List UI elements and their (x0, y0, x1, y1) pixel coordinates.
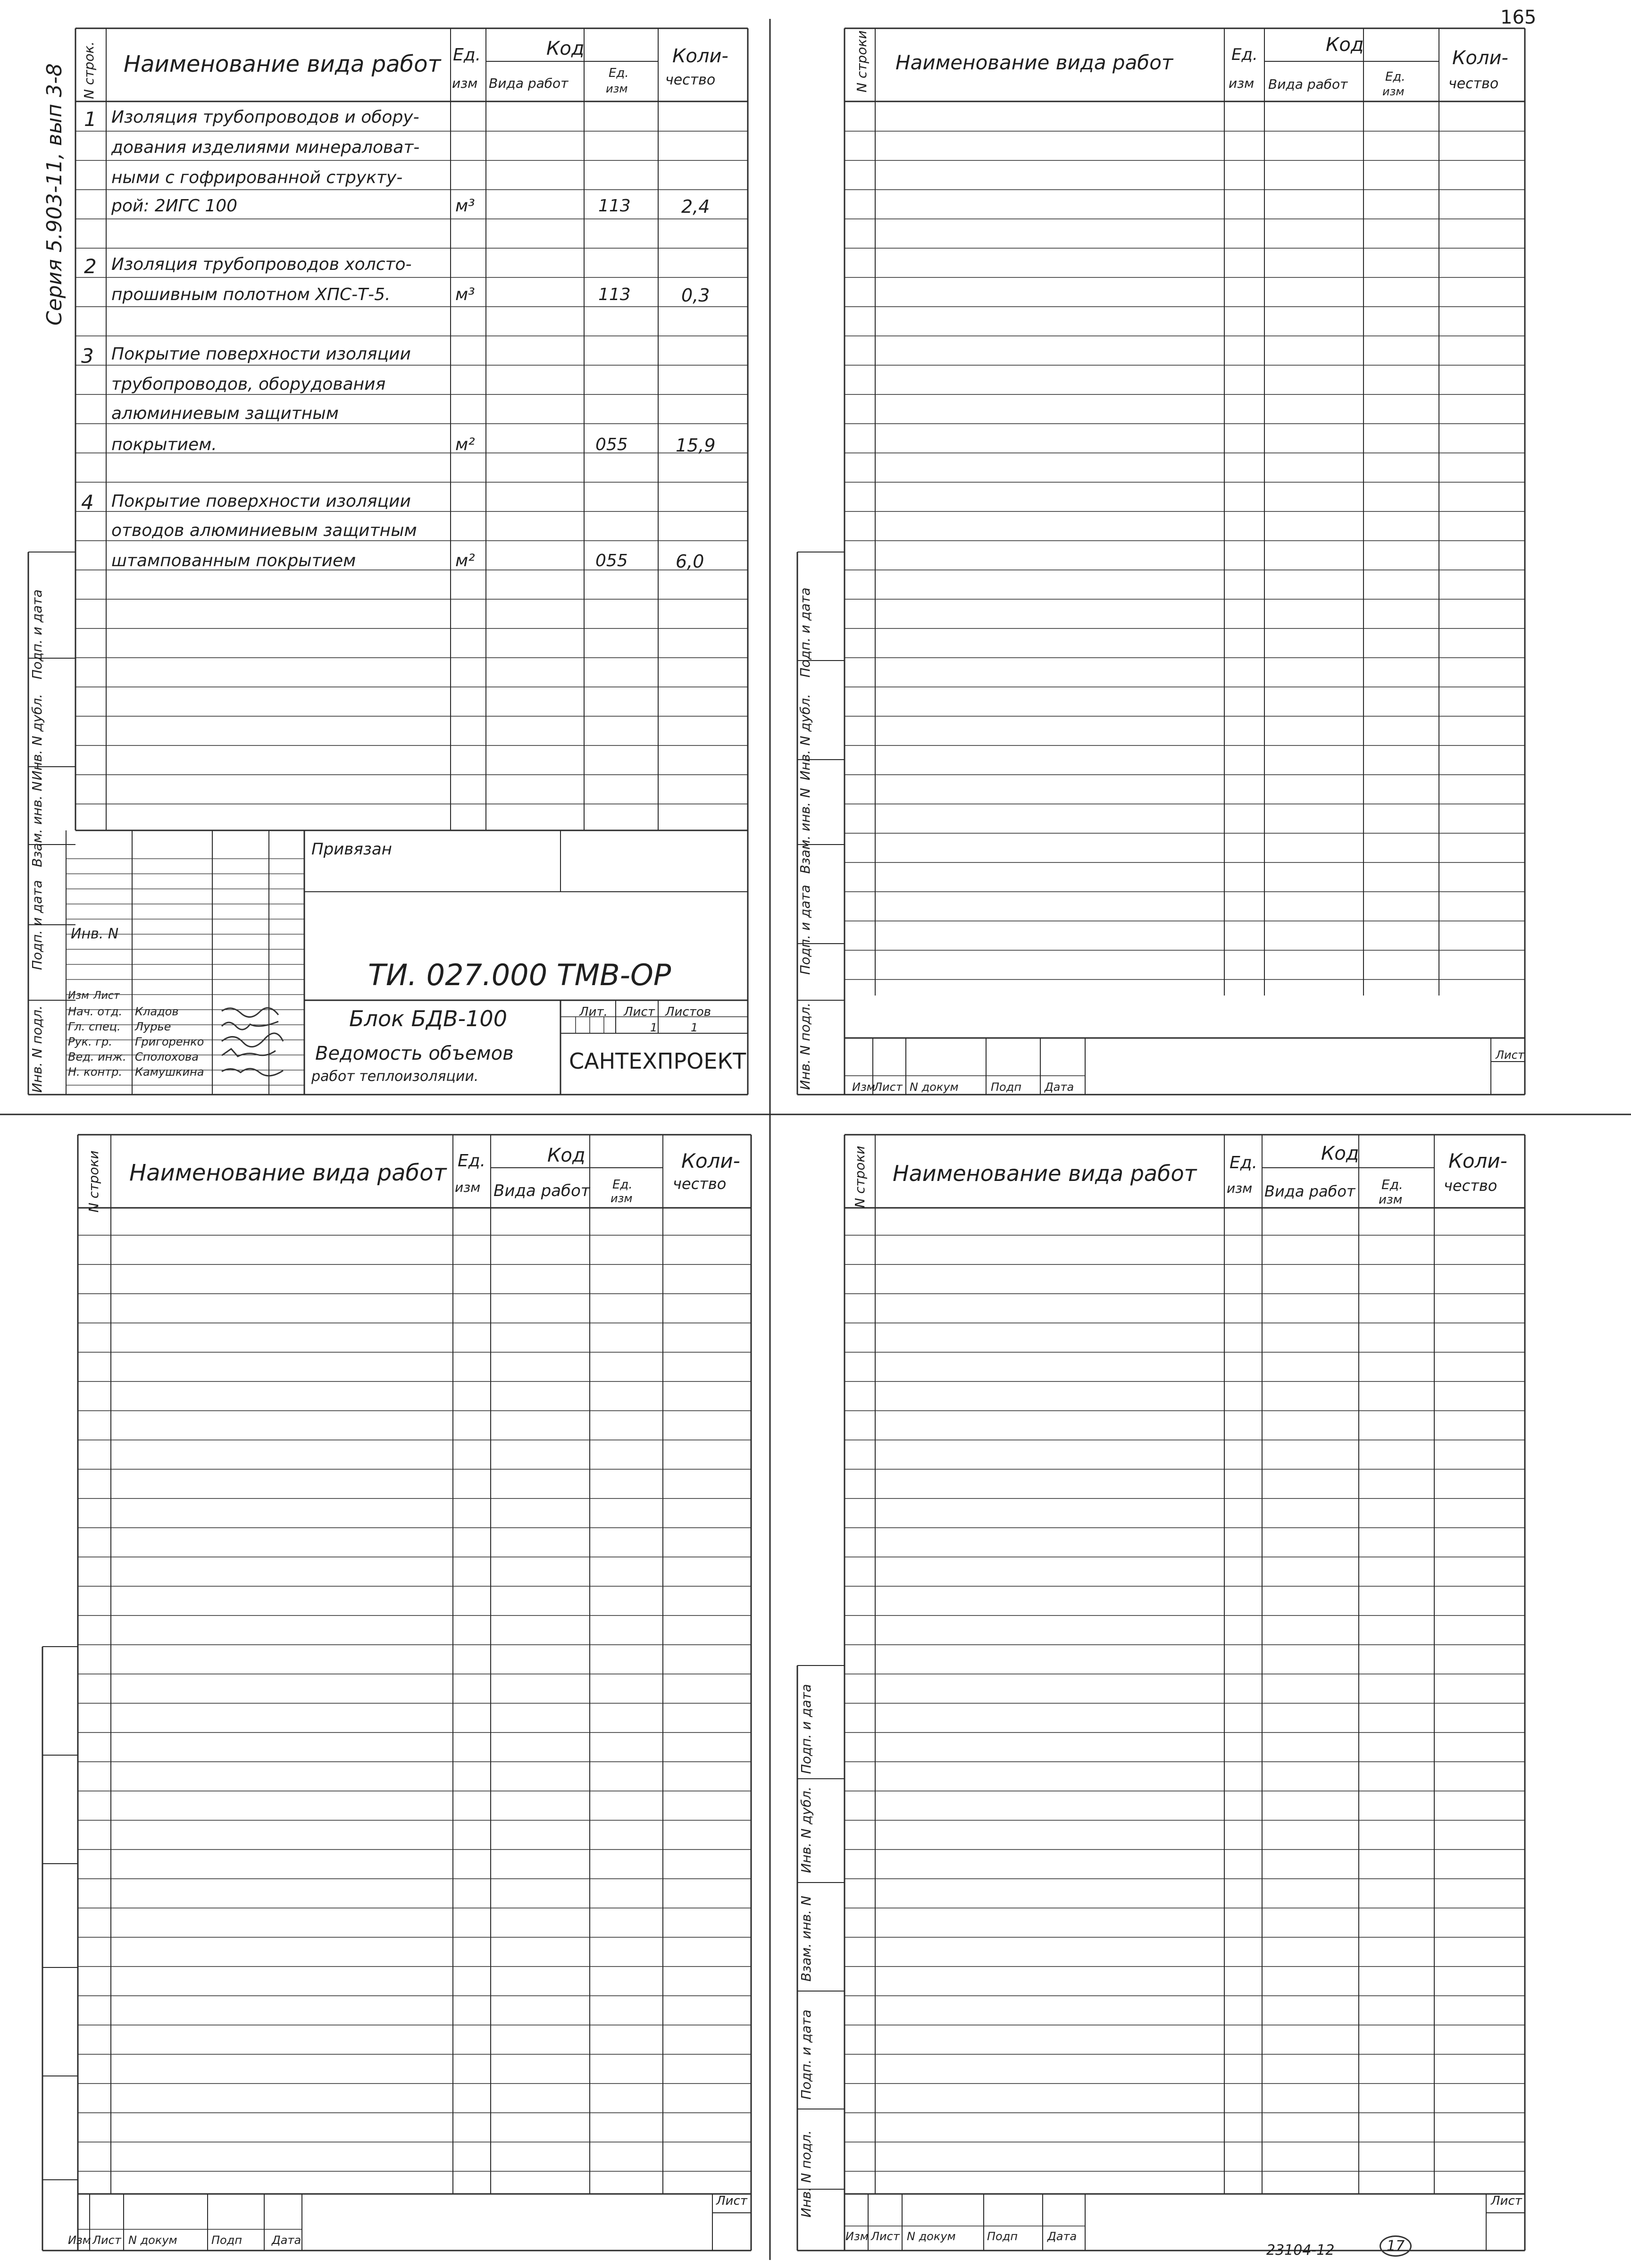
row-2-code-unit: 113 (598, 285, 631, 304)
stamp-vzam-inv: Взам. инв. N (29, 781, 45, 867)
stamp-podp-data-2: Подп. и дата (797, 587, 813, 678)
row-2-qty: 0,3 (681, 285, 710, 306)
tb-role-4: Вед. инж. (68, 1050, 126, 1063)
row-1-line-3: ными с гофрированной структу- (111, 168, 403, 187)
footer-izm: Изм (852, 1080, 875, 1094)
footer-podp: Подп (211, 2234, 243, 2247)
tb-role-2: Гл. спец. (68, 1020, 121, 1033)
row-4-line-3: штампованным покрытием (111, 551, 356, 570)
footer-podp: Подп (987, 2230, 1018, 2243)
stamp-podp-data: Подп. и дата (797, 885, 813, 975)
tb-name-3: Григоренко (135, 1035, 204, 1048)
row-3-no: 3 (81, 344, 94, 368)
tb-lit: Лит. (579, 1005, 608, 1019)
page-number: 165 (1500, 7, 1537, 28)
col-row-no-header: N строки (852, 1146, 868, 1208)
col-unit-header-2: изм (1227, 1180, 1253, 1196)
row-3-line-1: Покрытие поверхности изоляции (111, 344, 411, 364)
col-code-unit-header: Ед. (609, 66, 629, 80)
row-1-line-1: Изоляция трубопроводов и обору- (111, 108, 419, 127)
col-row-no-header: N строки (854, 30, 870, 92)
col-row-no-header: N строки (86, 1150, 101, 1213)
tb-role-3: Рук. гр. (68, 1035, 112, 1048)
col-qty-header-2: чество (1448, 75, 1499, 92)
row-4-unit: м² (455, 551, 475, 570)
tb-role-5: Н. контр. (68, 1065, 123, 1079)
tb-name-4: Сполохова (135, 1050, 199, 1063)
col-unit-header: Ед. (1231, 45, 1258, 64)
row-4-line-1: Покрытие поверхности изоляции (111, 492, 411, 511)
col-name-header: Наименование вида работ (895, 51, 1173, 74)
footer-list-right: Лист (1496, 1048, 1524, 1062)
stamp-vzam-inv: Взам. инв. N (797, 788, 813, 874)
tb-doc-title-2: работ теплоизоляции. (311, 1068, 479, 1085)
footer-n-dokum: N докум (910, 1080, 959, 1094)
row-1-line-4: рой: 2ИГС 100 (111, 196, 238, 216)
row-1-unit: м³ (455, 196, 475, 216)
stamp-inv-dubl: Инв. N дубл. (797, 694, 813, 780)
footer-izm: Изм (68, 2234, 91, 2247)
row-4-line-2: отводов алюминиевым защитным (111, 521, 417, 540)
tb-name-2: Лурье (135, 1020, 171, 1033)
col-code-unit-header-2: изм (1382, 85, 1405, 98)
row-2-no: 2 (84, 255, 97, 278)
footer-list: Лист (92, 2234, 121, 2247)
col-code-unit-header: Ед. (612, 1178, 633, 1192)
col-qty-header-2: чество (665, 72, 716, 88)
col-code-unit-header-2: изм (611, 1192, 633, 1205)
col-work-type-header: Вида работ (1264, 1182, 1355, 1200)
stamp-podp-data-2: Подп. и дата (29, 589, 45, 679)
stamp-inv-podl: Инв. N подл. (797, 1003, 813, 1090)
row-3-qty: 15,9 (676, 435, 716, 456)
footer-list: Лист (874, 1080, 903, 1094)
tb-org: САНТЕХПРОЕКТ (569, 1048, 746, 1074)
col-unit-header-2: изм (1229, 75, 1255, 91)
col-work-type-header: Вида работ (1268, 76, 1348, 92)
col-work-type-header: Вида работ (493, 1181, 590, 1200)
footer-data: Дата (1045, 1080, 1074, 1094)
footer-list-right: Лист (1491, 2194, 1522, 2208)
row-3-line-2: трубопроводов, оборудования (111, 375, 386, 394)
footer-list-right: Лист (716, 2194, 747, 2208)
row-1-qty: 2,4 (681, 196, 710, 217)
footer-data: Дата (1047, 2230, 1077, 2243)
col-code-unit-header: Ед. (1381, 1177, 1403, 1192)
stamp-inv-dubl: Инв. N дубл. (798, 1786, 814, 1873)
tb-list: Лист (93, 990, 120, 1002)
col-unit-header-2: изм (455, 1180, 481, 1195)
col-name-header: Наименование вида работ (124, 51, 441, 77)
col-code-header: Код (1326, 34, 1364, 56)
footer-data: Дата (272, 2234, 301, 2247)
stamp-inv-podl: Инв. N подл. (29, 1005, 45, 1093)
tb-name-1: Кладов (135, 1005, 179, 1018)
row-1-line-2: дования изделиями минераловат- (111, 138, 420, 157)
tb-doc-code: ТИ. 027.000 ТМВ-ОР (368, 958, 671, 992)
col-code-header: Код (1321, 1143, 1359, 1164)
row-1-code-unit: 113 (598, 196, 631, 216)
col-code-unit-header: Ед. (1385, 70, 1405, 84)
footer-n-dokum: N докум (907, 2230, 956, 2243)
col-code-unit-header-2: изм (606, 82, 628, 95)
bottom-code: 23104-12 (1266, 2242, 1335, 2259)
tb-block-title: Блок БДВ-100 (349, 1006, 507, 1031)
col-qty-header-2: чество (1444, 1177, 1497, 1195)
col-work-type-header: Вида работ (489, 75, 569, 91)
series-label: Серия 5.903-11, вып 3-8 (42, 63, 67, 326)
tb-sheets-value: 1 (691, 1021, 698, 1034)
signature-scribbles (217, 1003, 302, 1083)
col-qty-header: Коли- (672, 45, 728, 67)
col-name-header: Наименование вида работ (893, 1161, 1197, 1186)
row-4-no: 4 (81, 491, 94, 514)
col-unit-header: Ед. (453, 45, 481, 65)
row-4-code-unit: 055 (595, 551, 628, 570)
col-name-header: Наименование вида работ (129, 1160, 447, 1186)
footer-n-dokum: N докум (128, 2234, 177, 2247)
row-2-line-2: прошивным полотном ХПС-Т-5. (111, 285, 391, 304)
col-qty-header: Коли- (1452, 47, 1508, 69)
tb-name-5: Камушкина (135, 1065, 204, 1079)
tb-role-1: Нач. отд. (68, 1005, 123, 1018)
tb-sheet: Лист (624, 1005, 655, 1019)
col-qty-header: Коли- (1448, 1149, 1507, 1172)
col-qty-header-2: чество (673, 1175, 727, 1193)
col-unit-header-2: изм (452, 75, 478, 91)
col-unit-header: Ед. (458, 1151, 486, 1171)
row-3-line-3: алюминиевым защитным (111, 404, 339, 423)
row-3-unit: м² (455, 435, 475, 454)
row-2-line-1: Изоляция трубопроводов холсто- (111, 255, 412, 274)
footer-izm: Изм (845, 2230, 869, 2243)
tb-sheet-value: 1 (650, 1021, 658, 1034)
tb-privyazan: Привязан (311, 840, 392, 859)
row-3-line-4: покрытием. (111, 435, 217, 454)
footer-podp: Подп (991, 1080, 1022, 1094)
stamp-inv-dubl: Инв. N дубл. (29, 694, 45, 780)
col-row-no-header: N строк. (81, 41, 97, 99)
col-code-header: Код (547, 1145, 585, 1166)
tb-sheets: Листов (665, 1005, 711, 1019)
row-1-no: 1 (84, 108, 97, 131)
stamp-vzam-inv: Взам. инв. N (798, 1896, 814, 1982)
bottom-circle-number: 17 (1380, 2235, 1412, 2257)
footer-list: Лист (871, 2230, 900, 2243)
row-2-unit: м³ (455, 285, 475, 304)
stamp-podp-data: Подп. и дата (29, 880, 45, 970)
tb-inv-no: Инв. N (71, 926, 119, 942)
tb-izm: Изм (68, 990, 89, 1002)
col-qty-header: Коли- (681, 1149, 740, 1172)
col-code-header: Код (546, 38, 585, 59)
row-3-code-unit: 055 (595, 435, 628, 454)
tb-doc-title-1: Ведомость объемов (315, 1043, 514, 1064)
stamp-podp-data: Подп. и дата (798, 2009, 814, 2100)
col-unit-header: Ед. (1230, 1153, 1258, 1172)
stamp-podp-data-2: Подп. и дата (798, 1684, 814, 1774)
row-4-qty: 6,0 (676, 551, 704, 572)
col-code-unit-header-2: изм (1379, 1193, 1403, 1207)
stamp-inv-podl: Инв. N подл. (798, 2130, 814, 2218)
